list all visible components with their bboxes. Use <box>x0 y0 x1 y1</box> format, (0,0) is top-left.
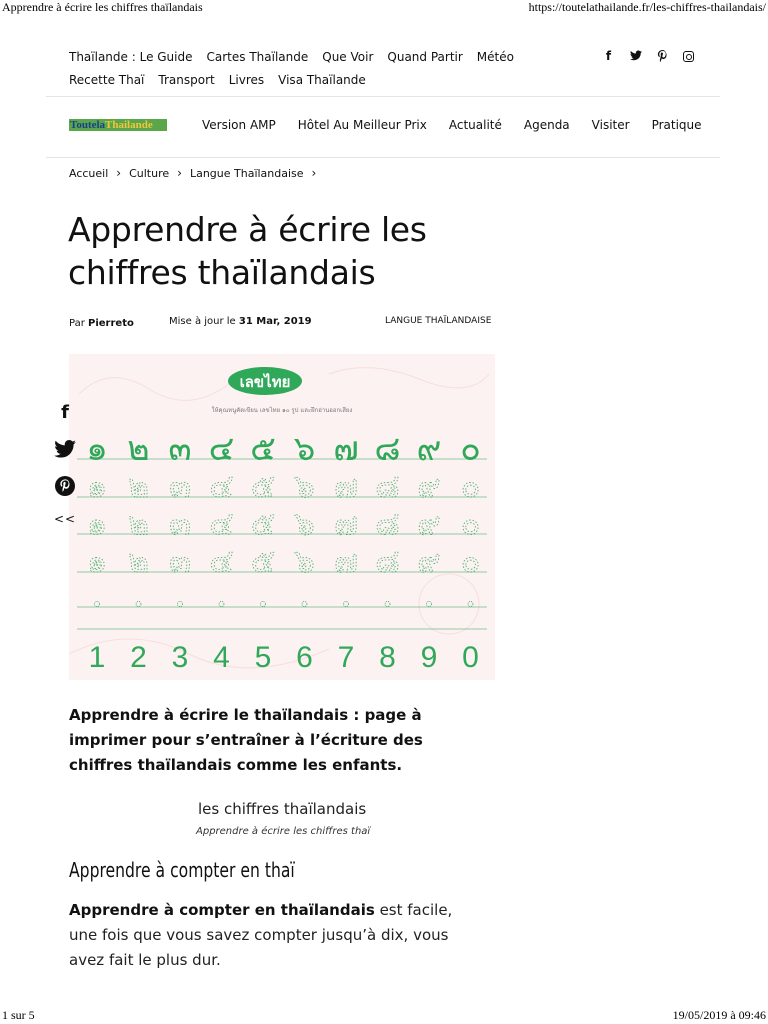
thai-digit: ๘ <box>374 429 401 469</box>
thai-digit-trace: ๖ <box>294 467 315 505</box>
thai-digit-trace: ๕ <box>250 467 276 505</box>
print-header <box>0 0 768 16</box>
share-twitter-icon[interactable] <box>52 440 78 462</box>
updated-date: 31 Mar, 2019 <box>238 316 312 327</box>
mainnav-item-agenda[interactable]: Agenda <box>523 118 570 132</box>
breadcrumb-item-culture[interactable]: Culture <box>129 166 170 180</box>
topnav-item-cartes[interactable]: Cartes Thaïlande <box>206 50 309 64</box>
share-facebook-icon[interactable]: f <box>61 402 69 423</box>
share-pinterest-icon[interactable] <box>52 476 78 500</box>
thai-digit-trace: ๙ <box>417 467 441 505</box>
arabic-digit: 3 <box>171 641 189 674</box>
instagram-icon[interactable] <box>683 51 694 62</box>
thai-digit-trace: ๓ <box>169 504 191 543</box>
practice-dot <box>95 602 100 607</box>
thai-digit-trace: ๔ <box>209 504 234 543</box>
thai-digit: ๖ <box>293 429 316 469</box>
print-datetime: 19/05/2019 à 09:46 <box>672 1008 766 1022</box>
thai-digit: ๑ <box>86 429 108 469</box>
thai-digit: ๙ <box>416 429 442 469</box>
empty-practice-row <box>95 602 474 607</box>
topnav-item-meteo[interactable]: Météo <box>476 50 514 64</box>
practice-dot <box>427 602 432 607</box>
topnav-item-livres[interactable]: Livres <box>228 73 265 87</box>
thai-digit-trace: ๐ <box>460 542 481 580</box>
thai-digit-trace: ๖ <box>294 542 315 580</box>
logo-text-part2: Thailande <box>105 119 153 131</box>
social-links <box>602 50 694 63</box>
site-logo[interactable] <box>69 119 167 131</box>
thai-digit-trace: ๑ <box>86 504 108 543</box>
arabic-digit: 9 <box>420 641 438 674</box>
article-paragraph <box>69 898 479 973</box>
author-name[interactable]: Pierreto <box>88 318 134 329</box>
topnav-item-guide[interactable]: Thaïlande : Le Guide <box>69 50 193 64</box>
paragraph-bold-lead: Apprendre à compter en thaïlandais <box>69 901 375 919</box>
arabic-digits-row <box>89 641 479 674</box>
header-divider <box>46 96 720 97</box>
thai-digit-trace: ๘ <box>375 467 400 505</box>
thai-digit-trace: ๗ <box>333 542 359 580</box>
thai-digit: ๕ <box>250 429 276 469</box>
topnav-item-transport[interactable]: Transport <box>158 73 215 87</box>
thai-digit-trace: ๐ <box>460 504 481 543</box>
thai-digit: ๐ <box>460 429 481 469</box>
author-label: Par <box>69 318 85 329</box>
worksheet-instruction: ให้คุณหนูคัดเขียน เลขไทย ๑๐ รูป และฝึกอ่านออกเสียง <box>211 407 353 414</box>
practice-dot <box>385 602 390 607</box>
print-page-number: 1 sur 5 <box>2 1008 35 1022</box>
logo-text-part1: Toutela <box>70 119 106 131</box>
thai-digit-trace: ๐ <box>460 467 481 505</box>
worksheet-badge-text: เลขไทย <box>239 373 291 391</box>
thai-digit-trace: ๔ <box>209 467 234 505</box>
thai-digits-row <box>86 429 481 469</box>
practice-dot <box>136 602 141 607</box>
arabic-digit: 0 <box>462 641 479 674</box>
thai-digit-trace: ๗ <box>333 467 359 505</box>
mainnav-item-pratique[interactable]: Pratique <box>651 118 702 132</box>
chevron-right-icon: › <box>116 166 122 180</box>
pinterest-icon[interactable] <box>656 50 669 63</box>
thai-digit-trace: ๒ <box>127 542 150 580</box>
practice-dot <box>468 602 473 607</box>
practice-dot <box>178 602 183 607</box>
arabic-digit: 6 <box>296 641 313 674</box>
chevron-right-icon: › <box>311 166 317 180</box>
top-navigation <box>69 50 539 88</box>
practice-dot <box>344 602 349 607</box>
arabic-digit: 2 <box>130 641 147 674</box>
topnav-item-recette[interactable]: Recette Thaï <box>69 73 145 87</box>
share-collapse-toggle[interactable]: << <box>53 512 77 526</box>
chevron-right-icon: › <box>177 166 182 180</box>
mainnav-item-hotel[interactable]: Hôtel Au Meilleur Prix <box>297 118 427 132</box>
topnav-item-que-voir[interactable]: Que Voir <box>322 50 374 64</box>
article-updated <box>169 316 312 327</box>
thai-digit-trace: ๖ <box>294 504 315 543</box>
thai-digit-trace: ๑ <box>86 542 108 580</box>
paragraph-text: est facile, une fois que vous savez compter jusqu’à dix, vous avez fait le plus dur. <box>69 901 453 969</box>
topnav-item-quand-partir[interactable]: Quand Partir <box>387 50 463 64</box>
thai-digits-worksheet-image <box>69 354 495 680</box>
article-author <box>69 318 134 329</box>
topnav-item-visa[interactable]: Visa Thaïlande <box>278 73 366 87</box>
thai-digit-trace: ๙ <box>417 504 441 543</box>
thai-digit-trace: ๓ <box>169 467 191 505</box>
thai-digit: ๒ <box>127 429 150 469</box>
thai-digit-trace: ๓ <box>169 542 191 580</box>
main-navigation <box>202 118 702 133</box>
thai-digit-trace: ๘ <box>375 504 400 543</box>
image-subcaption: Apprendre à écrire les chiffres thaï <box>196 826 371 837</box>
thai-digit: ๓ <box>168 429 192 469</box>
thai-digit: ๗ <box>333 429 359 469</box>
worksheet-drawing <box>69 354 495 680</box>
mainnav-item-amp[interactable]: Version AMP <box>202 118 276 132</box>
thai-digit-trace: ๒ <box>127 504 150 543</box>
nav-divider <box>46 157 720 158</box>
article-title: Apprendre à écrire les chiffres thaïlandais <box>68 210 427 292</box>
thai-digit-trace: ๑ <box>86 467 108 505</box>
print-page-title: Apprendre à écrire les chiffres thaïlandais <box>2 0 203 14</box>
practice-dot <box>302 602 307 607</box>
breadcrumb <box>69 166 316 180</box>
thai-digit-trace: ๘ <box>375 542 400 580</box>
thai-digit-trace: ๕ <box>250 542 276 580</box>
breadcrumb-item-accueil[interactable]: Accueil <box>69 166 109 180</box>
article-category[interactable]: LANGUE THAÏLANDAISE <box>385 316 492 326</box>
practice-dot <box>219 602 224 607</box>
section-heading: Apprendre à compter en thaï <box>69 858 295 882</box>
thai-digit-trace: ๒ <box>127 467 150 505</box>
thai-digit: ๔ <box>208 429 235 469</box>
article-lead: Apprendre à écrire le thaïlandais : page à imprimer pour s’entraîner à l’écriture des chiffres thaïlandais comme les enfants. <box>69 706 423 774</box>
thai-digit-trace: ๙ <box>417 542 441 580</box>
arabic-digit: 1 <box>88 641 106 674</box>
thai-digits-trace-rows <box>87 467 480 580</box>
arabic-digit: 8 <box>379 641 396 674</box>
mainnav-item-actualite[interactable]: Actualité <box>448 118 502 132</box>
thai-digit-trace: ๔ <box>209 542 234 580</box>
print-footer <box>0 1006 768 1024</box>
arabic-digit: 5 <box>254 641 272 674</box>
thai-digit-trace: ๕ <box>250 504 276 543</box>
arabic-digit: 7 <box>337 641 355 674</box>
mainnav-item-visiter[interactable]: Visiter <box>591 118 630 132</box>
image-caption: les chiffres thaïlandais <box>198 800 367 818</box>
updated-label: Mise à jour le <box>169 316 236 327</box>
facebook-icon[interactable]: f <box>605 49 612 63</box>
arabic-digit: 4 <box>213 641 230 674</box>
thai-digit-trace: ๗ <box>333 504 359 543</box>
print-url: https://toutelathailande.fr/les-chiffres-thailandais/ <box>528 0 766 14</box>
practice-dot <box>261 602 266 607</box>
twitter-icon[interactable] <box>629 50 642 63</box>
breadcrumb-item-langue[interactable]: Langue Thaïlandaise <box>189 166 304 180</box>
